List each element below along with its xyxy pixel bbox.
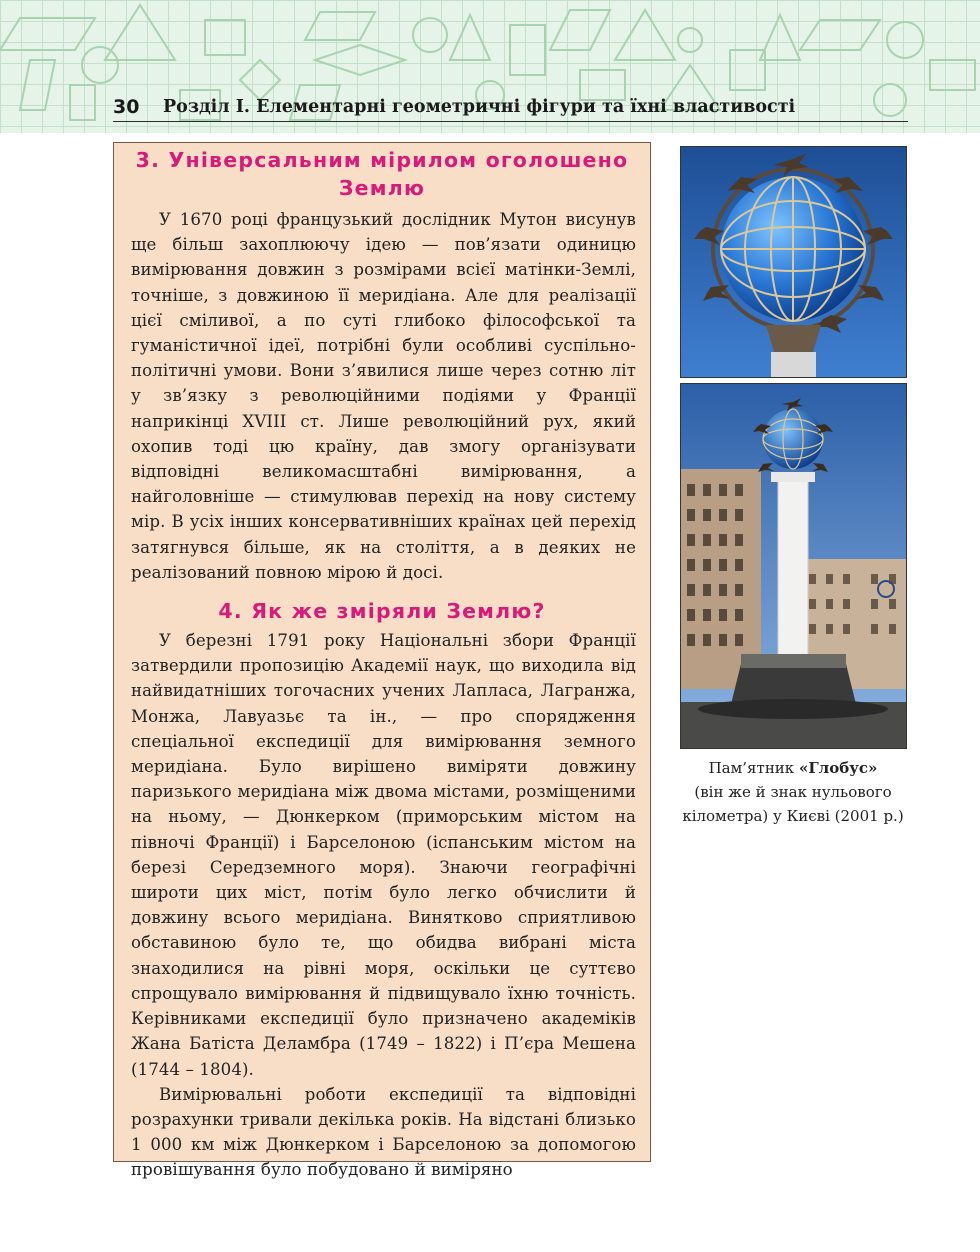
- caption-line-3: кілометра) у Києві (2001 р.): [682, 807, 904, 825]
- caption-line-1-prefix: Пам’ятник: [708, 759, 799, 777]
- caption-monument-name: «Глобус»: [798, 759, 878, 777]
- chapter-title: Розділ І. Елементарні геометричні фігури та їхні властивості: [163, 97, 796, 117]
- header-divider: [113, 121, 908, 122]
- section-4-paragraph-1: У березні 1791 року Національні збори Франції затвердили пропозицію Академії наук, що виходила від найвидатніших тогочасних учених Лапласа, Лагранжа, Монжа, Лавуазьє та ін., — про спорядження спеціальної експедиції для вимірювання земного меридіана. Було вирішено виміряти довжину паризького меридіана між двома містами, розміщеними на ньому, — Дюнкерком (приморським містом на півночі Франції) і Барселоною (іспанським містом на березі Середземного моря). Знаючи географічні широти цих міст, потім було легко обчислити й довжину всього меридіана. Винятково сприятливою обставиною було те, що обидва вибрані міста знаходилися на рівні моря, оскільки це суттєво спрощувало вимірювання й підвищувало їхню точність. Керівниками експедиції було призначено академіків Жана Батіста Деламбра (1749 – 1822) і П’єра Мешена (1744 – 1804).: [131, 631, 636, 1079]
- caption-line-2: (він же й знак нульового: [694, 783, 892, 801]
- page-number: 30: [113, 96, 140, 118]
- caption-line-1: [672, 756, 914, 780]
- section-3-paragraph: У 1670 році французький дослідник Мутон висунув ще більш захоплюючу ідею — пов’язати одиницю вимірювання довжин з розмірами всієї матінки-Землі, точніше, з довжиною її меридіана. Але для реалізації цієї сміливої, а по суті глибоко філософської та гуманістичної ідеї, потрібні були особливі суспільно-політичні умови. Вони з’явилися лише через сотню літ у зв’язку з революційними подіями у Франції наприкінці XVIII ст. Лише революційний рух, який охопив тоді цю країну, дав змогу організувати відповідні великомасштабні вимірювання, а найголовніше — стимулював перехід на нову систему мір. В усіх інших консервативніших країнах цей перехід затягнувся більше, як на століття, а в деяких не реалізований повною мірою й досі.: [131, 210, 636, 582]
- globe-monument-closeup-photo: [680, 146, 907, 378]
- section-4-paragraph-2: Вимірювальні роботи експедиції та відповідні розрахунки тривали декілька років. На відстані близько 1 000 км між Дюнкерком і Барселоною за допомогою провішування було побудовано й виміряно: [131, 1084, 636, 1180]
- section-3-title: 3. Універсальним мірилом оголошено Землю: [135, 148, 629, 200]
- globe-monument-column-photo: [680, 383, 907, 749]
- photo-caption: [672, 756, 914, 828]
- section-4-title: 4. Як же зміряли Землю?: [218, 599, 546, 624]
- text-panel: [113, 142, 651, 1180]
